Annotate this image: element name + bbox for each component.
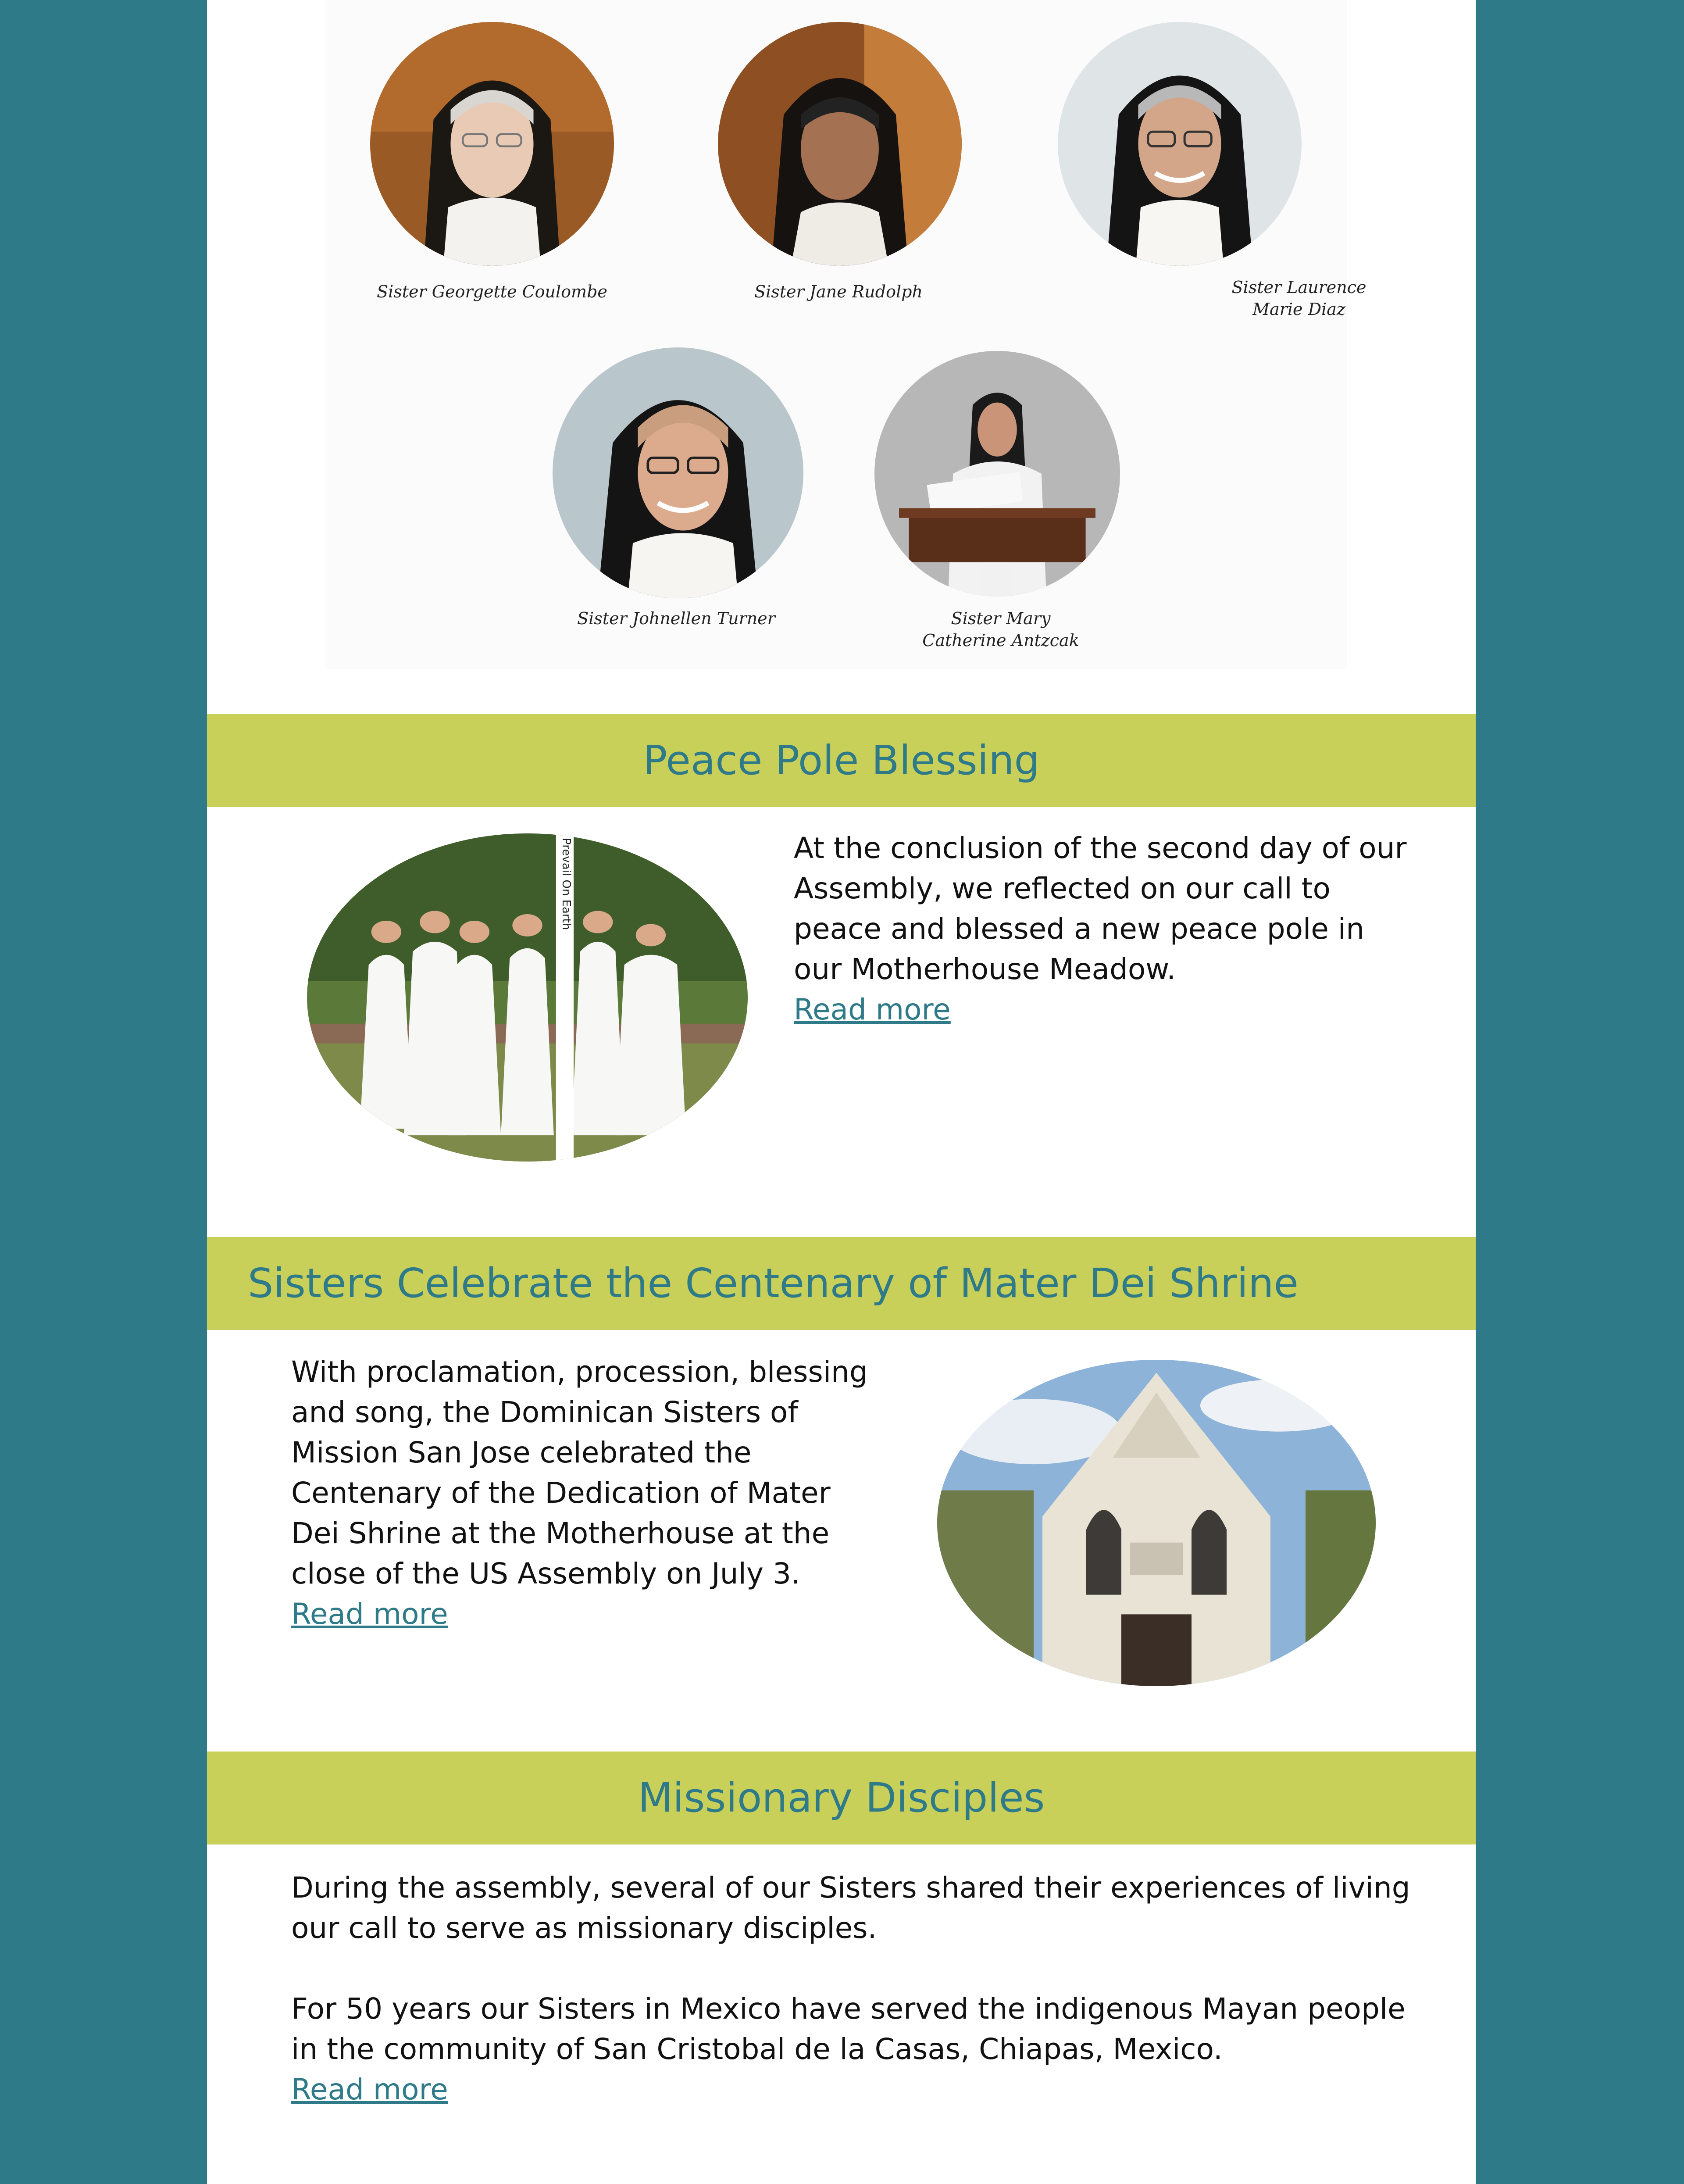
portrait-caption [1185,276,1413,320]
mater-dei-shrine-photo [937,1360,1376,1686]
section-header-missionary [207,1751,1476,1844]
section-header-peace-pole [207,714,1476,807]
section-title: Sisters Celebrate the Centenary of Mater Dei Shrine [248,1260,1299,1307]
caption-line: Marie Diaz [1252,300,1345,319]
read-more-link[interactable]: Read more [291,2073,448,2106]
read-more-link[interactable]: Read more [291,1597,448,1631]
portrait-caption: Sister Johnellen Turner [577,609,775,628]
caption-line: Catherine Antzcak [922,631,1079,650]
newsletter-sheet [207,0,1476,2184]
section-title: Missionary Disciples [638,1774,1045,1821]
read-more-link[interactable]: Read more [794,993,951,1026]
portrait-laurence-marie-diaz [1058,22,1302,266]
section-header-centenary [207,1237,1476,1330]
portrait-caption: Sister Georgette Coulombe [377,282,607,301]
missionary-paragraph: During the assembly, several of our Sisters shared their experiences of living our call to serve as missionary disciples. [291,1871,1410,1945]
portrait-jane-rudolph [718,22,962,266]
peace-pole-photo [307,833,748,1162]
caption-line: Sister Laurence [1231,278,1366,297]
missionary-paragraph: For 50 years our Sisters in Mexico have served the indigenous Mayan people in the community of San Cristobal de la Casas, Chiapas, Mexico. [291,1992,1406,2066]
section-title: Peace Pole Blessing [643,737,1040,784]
portrait-georgette-coulombe [370,22,614,266]
portrait-caption [891,608,1110,651]
paragraph-spacer [291,1948,1414,1989]
peace-pole-inscription: Prevail On Earth [560,838,573,930]
centenary-paragraph: With proclamation, procession, blessing and song, the Dominican Sisters of Mission San Jose celebrated the Centenary of the Dedication of Mater Dei Shrine at the Motherhouse at the close of the US Assembly on July 3. [291,1355,868,1591]
centenary-text [291,1352,879,1634]
peace-pole-paragraph: At the conclusion of the second day of our Assembly, we reflected on our call to peace and blessed a new peace pole in our Motherhouse Meadow. [794,831,1407,986]
portrait-caption: Sister Jane Rudolph [754,282,923,301]
portrait-johnellen-turner [553,347,803,598]
portrait-mary-catherine-antzcak [874,351,1120,597]
missionary-text [291,1868,1414,2110]
peace-pole-text [794,828,1408,1030]
caption-line: Sister Mary [951,609,1051,628]
